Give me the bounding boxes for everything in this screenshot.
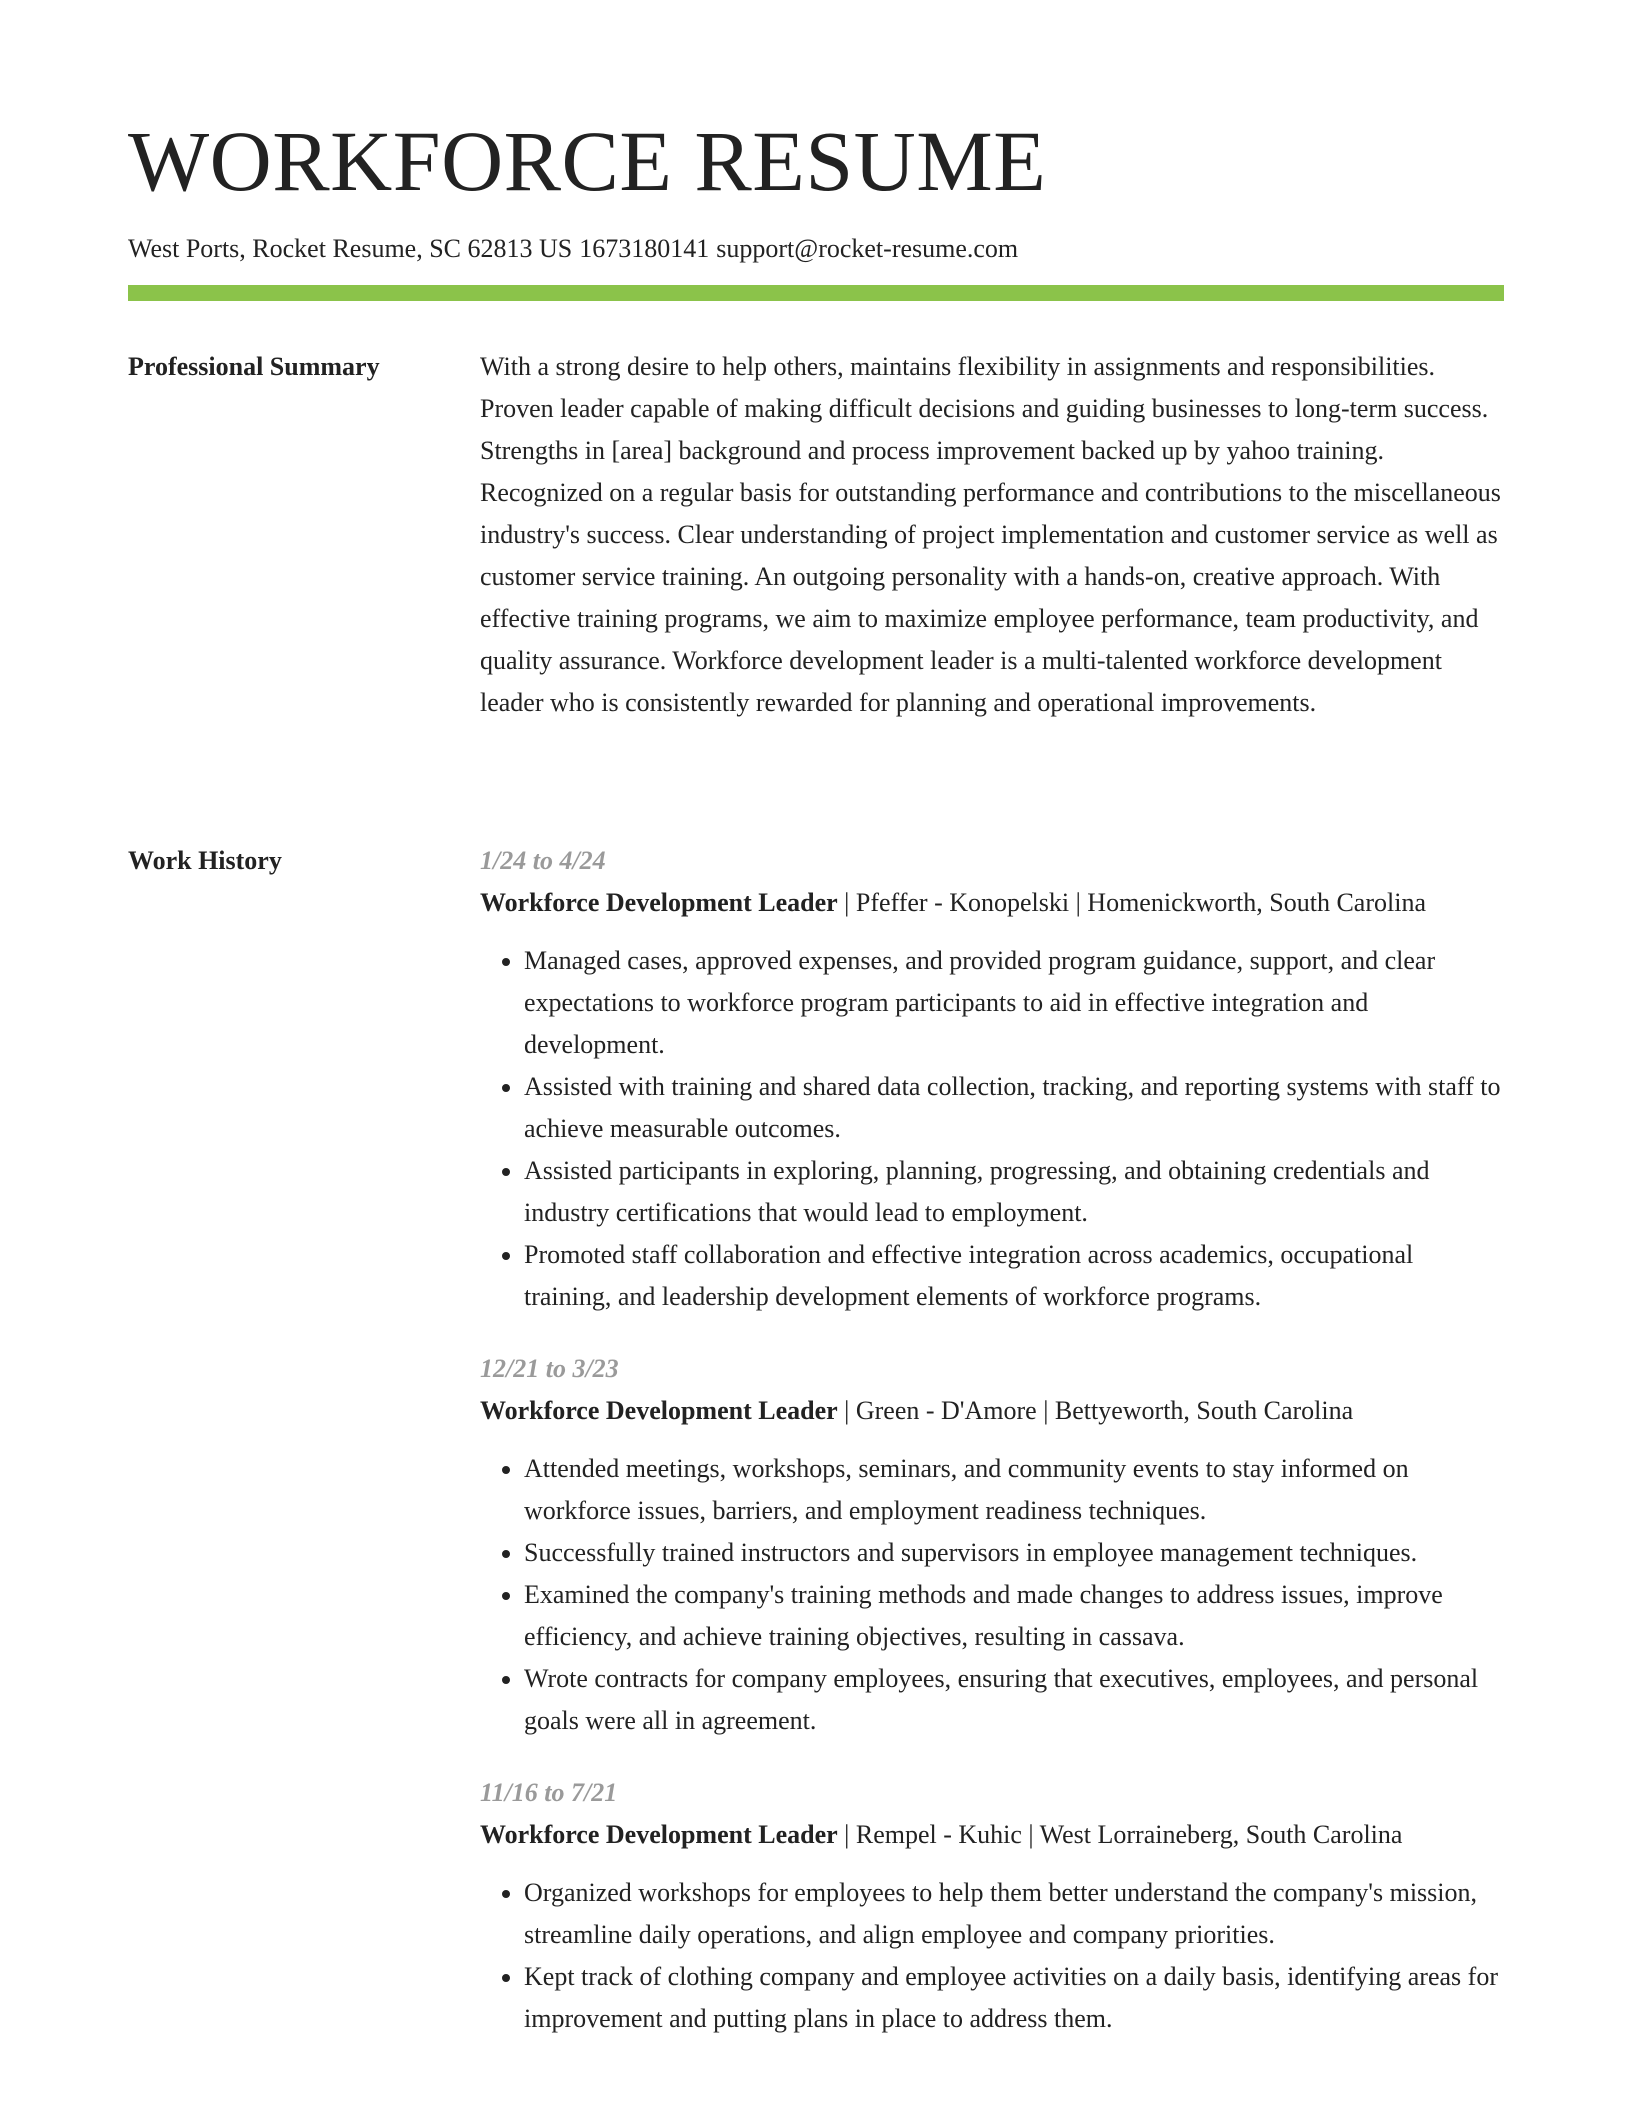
summary-heading: Professional Summary [128,352,380,381]
job-bullet: • Wrote contracts for company employees, ensuring that executives, employees, and personal goals were all in agreement. [524,1658,1504,1742]
job-entry [480,1772,1504,2040]
job-bullet: • Promoted staff collaboration and effective integration across academics, occupational training, and leadership development elements of workforce programs. [524,1234,1504,1318]
job-dates: 11/16 to 7/21 [480,1778,618,1807]
job-bullet: • Kept track of clothing company and employee activities on a daily basis, identifying areas for improvement and putting plans in place to address them. [524,1956,1504,2040]
job-details: | Pfeffer - Konopelski | Homenickworth, South Carolina [837,888,1426,917]
contact-email: support@rocket-resume.com [716,234,1019,263]
job-bullet: • Successfully trained instructors and supervisors in employee management techniques. [524,1532,1504,1574]
job-entry [480,840,1504,1318]
job-entry [480,1348,1504,1742]
contact-address: West Ports, Rocket Resume, SC 62813 US [128,234,573,263]
job-bullets [480,1872,1504,2040]
job-bullet: • Examined the company's training methods and made changes to address issues, improve efficiency, and achieve training objectives, resulting in cassava. [524,1574,1504,1658]
contact-phone: 1673180141 [579,234,710,263]
job-title: Workforce Development Leader [480,1820,838,1849]
contact-line [128,233,1018,265]
header-divider [128,285,1504,301]
jobs-list [480,840,1504,2070]
job-bullets [480,940,1504,1318]
job-title-line [480,882,1504,924]
job-details: | Rempel - Kuhic | West Lorraineberg, South Carolina [837,1820,1403,1849]
job-bullet: • Assisted with training and shared data collection, tracking, and reporting systems with staff to achieve measurable outcomes. [524,1066,1504,1150]
work-history-heading: Work History [128,846,282,875]
resume-name: WORKFORCE RESUME [128,113,1047,209]
job-bullets [480,1448,1504,1742]
job-bullet: • Attended meetings, workshops, seminars, and community events to stay informed on workforce issues, barriers, and employment readiness techniques. [524,1448,1504,1532]
job-bullet: • Assisted participants in exploring, planning, progressing, and obtaining credentials and industry certifications that would lead to employment. [524,1150,1504,1234]
job-bullet: • Organized workshops for employees to help them better understand the company's mission, streamline daily operations, and align employee and company priorities. [524,1872,1504,1956]
job-details: | Green - D'Amore | Bettyeworth, South Carolina [837,1396,1354,1425]
job-title: Workforce Development Leader [480,1396,838,1425]
job-title-line [480,1814,1504,1856]
job-dates: 12/21 to 3/23 [480,1354,619,1383]
job-bullet: • Managed cases, approved expenses, and provided program guidance, support, and clear expectations to workforce program participants to aid in effective integration and development. [524,940,1504,1066]
job-dates: 1/24 to 4/24 [480,846,606,875]
summary-text: With a strong desire to help others, maintains flexibility in assignments and responsibilities. Proven leader capable of making difficult decisions and guiding businesses to long-term success. Strengths in [area] background and process improvement backed up by yahoo training. Recognized on a regular basis for outstanding performance and contributions to the miscellaneous industry's success. Clear understanding of project implementation and customer service as well as customer service training. An outgoing personality with a hands-on, creative approach. With effective training programs, we aim to maximize employee performance, team productivity, and quality assurance. Workforce development leader is a multi-talented workforce development leader who is consistently rewarded for planning and operational improvements. [480,352,1501,717]
job-title: Workforce Development Leader [480,888,838,917]
job-title-line [480,1390,1504,1432]
